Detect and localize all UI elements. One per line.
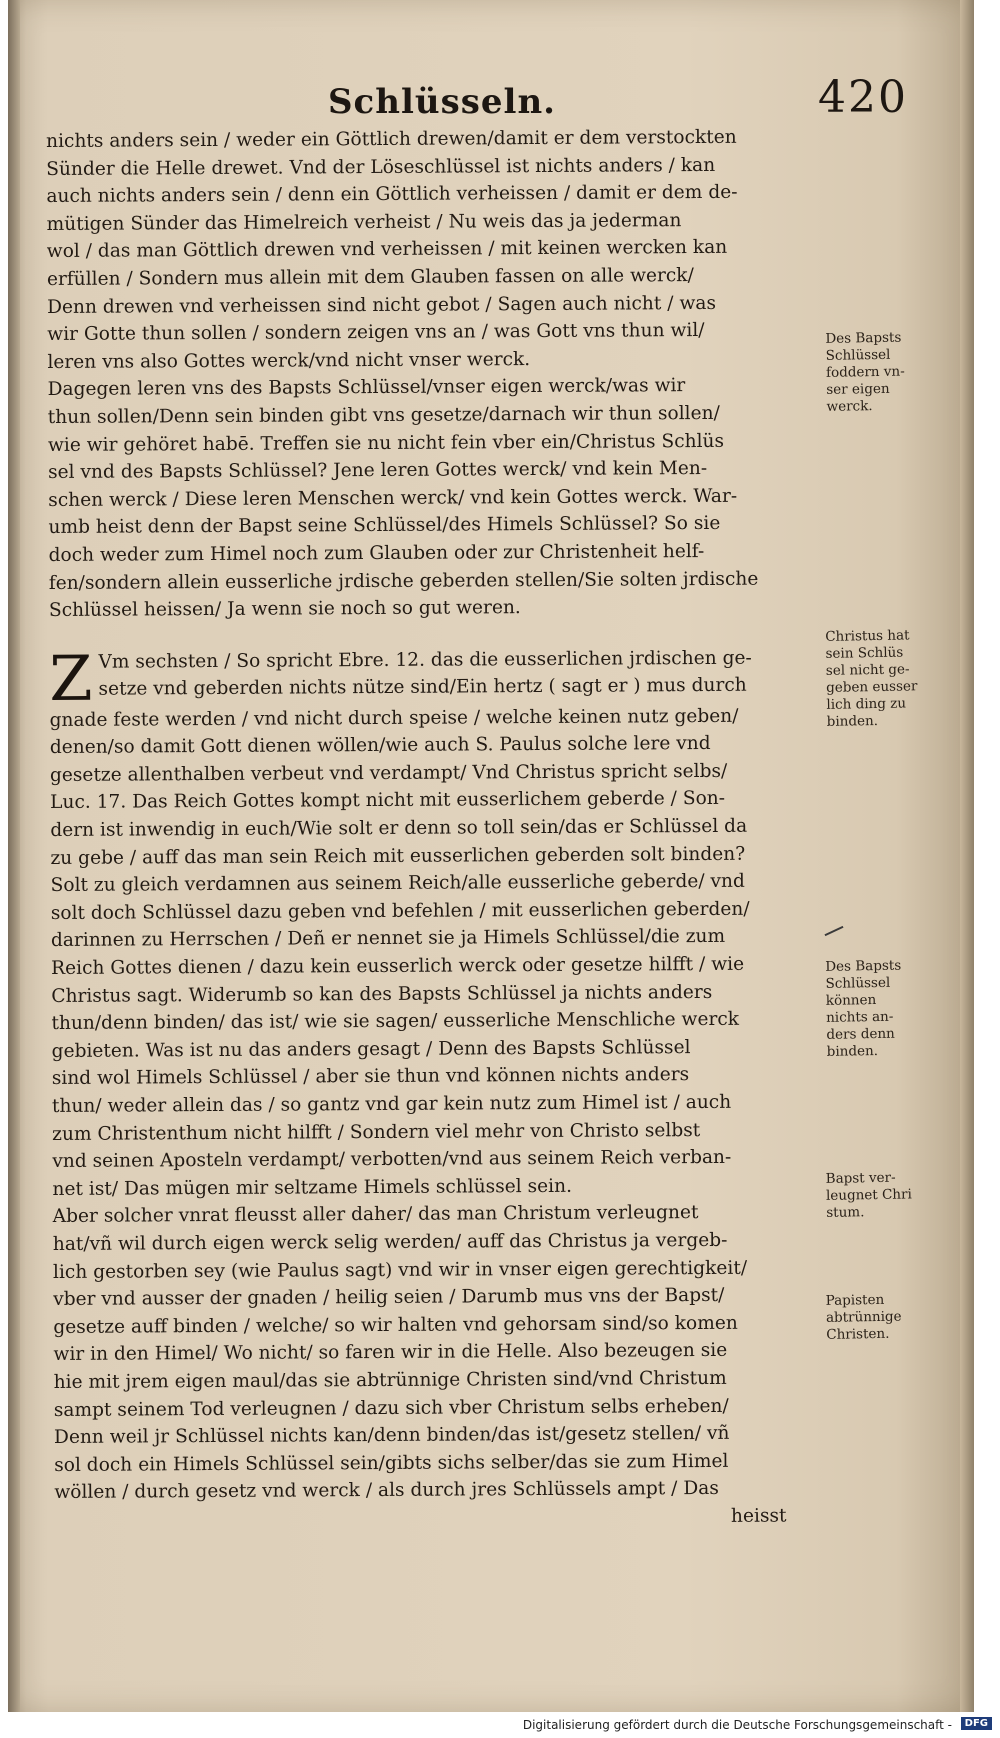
- funding-credit: Digitalisierung gefördert durch die Deutsche Forschungsgemeinschaft -: [522, 1718, 952, 1732]
- text-line: wöllen / durch gesetz vnd werck / als durch jres Schlüssels ampt / Das: [54, 1478, 719, 1504]
- text-line: zum Christenthum nicht hilfft / Sondern viel mehr von Christo selbst: [52, 1119, 701, 1145]
- text-line: Aber solcher vnrat fleusst aller daher/ das man Christum verleugnet: [52, 1202, 699, 1228]
- text-line: wir in den Himel/ Wo nicht/ so faren wir in die Helle. Also bezeugen sie: [53, 1340, 728, 1366]
- pencil-mark: [825, 926, 844, 936]
- gutter-shadow: [8, 0, 20, 1712]
- marginal-note: [826, 1291, 931, 1344]
- text-line: thun sollen/Denn sein binden gibt vns gesetze/darnach wir thun sollen/: [47, 402, 720, 428]
- page-edge: [960, 0, 974, 1712]
- marginal-note-line: Schlüssel: [825, 346, 891, 364]
- text-line: net ist/ Das mügen mir seltzame Himels schlüssel sein.: [52, 1175, 573, 1200]
- marginal-note-line: foddern vn-: [825, 363, 905, 381]
- text-line: fen/sondern allein eusserliche jrdische geberden stellen/Sie solten jrdische: [48, 568, 759, 594]
- marginal-note-line: Christen.: [826, 1325, 890, 1343]
- text-line: Schlüssel heissen/ Ja wenn sie noch so gut weren.: [48, 597, 521, 622]
- marginal-note-line: sein Schlüs: [825, 644, 904, 662]
- marginal-note-line: Christus hat: [825, 627, 910, 645]
- marginal-note-line: leugnet Chri: [825, 1186, 912, 1204]
- marginal-note-line: ser eigen: [826, 380, 890, 398]
- text-line: erfüllen / Sondern mus allein mit dem Glauben fassen on alle werck/: [46, 265, 694, 290]
- text-line: sampt seinem Tod verleugnen / dazu sich vber Christum selbs erheben/: [53, 1395, 729, 1421]
- marginal-note-line: geben eusser: [826, 678, 918, 696]
- marginal-note-line: sel nicht ge-: [825, 661, 910, 679]
- marginal-note-line: Bapst ver-: [825, 1169, 896, 1187]
- text-line: doch weder zum Himel noch zum Glauben oder zur Christenheit helf-: [48, 540, 705, 566]
- text-line: mütigen Sünder das Himelreich verheist / Nu weis das ja jederman: [46, 209, 682, 235]
- text-line: nichts anders sein / weder ein Göttlich drewen/damit er dem verstockten: [46, 126, 737, 152]
- main-text: [46, 123, 827, 1534]
- text-line: darinnen zu Herrschen / Deñ er nennet sie ja Himels Schlüssel/die zum: [50, 926, 726, 952]
- drop-initial: Z: [49, 641, 93, 715]
- marginal-note: [825, 329, 930, 416]
- marginal-note-line: Schlüssel: [825, 974, 891, 992]
- marginal-note-line: Papisten: [825, 1291, 885, 1309]
- text-line: gnade feste werden / vnd nicht durch speise / welche keinen nutz geben/: [49, 705, 739, 731]
- marginal-note-line: können: [825, 992, 877, 1009]
- digitization-footer: [0, 1712, 1000, 1738]
- text-line: wie wir gehöret habē. Treffen sie nu nicht fein vber ein/Christus Schlüs: [47, 430, 725, 456]
- text-line: sol doch ein Himels Schlüssel sein/gibts sichs selber/das sie zum Himel: [54, 1450, 729, 1476]
- text-line: leren vns also Gottes werck/vnd nicht vnser werck.: [47, 348, 531, 373]
- text-line: sel vnd des Bapsts Schlüssel? Jene leren Gottes werck/ vnd kein Men-: [48, 458, 708, 484]
- marginal-note: [825, 627, 931, 731]
- page-number: 420: [818, 72, 908, 123]
- text-line: thun/denn binden/ das ist/ wie sie sagen/ eusserliche Menschliche werck: [51, 1009, 740, 1035]
- text-line: Vm sechsten / So spricht Ebre. 12. das die eusserlichen jrdischen ge-: [98, 647, 752, 673]
- text-line: gebieten. Was ist nu das anders gesagt / Denn des Bapsts Schlüssel: [51, 1036, 691, 1062]
- marginal-note: [826, 1169, 931, 1222]
- text-line: vber vnd ausser der gnaden / heilig seien / Darumb mus vns der Bapst/: [53, 1285, 725, 1311]
- text-line: Denn weil jr Schlüssel nichts kan/denn binden/das ist/gesetz stellen/ vñ: [53, 1422, 730, 1449]
- text-line: Denn drewen vnd verheissen sind nicht gebot / Sagen auch nicht / was: [47, 292, 717, 318]
- marginal-note-line: Des Bapsts: [825, 957, 902, 975]
- text-line: Christus sagt. Widerumb so kan des Bapsts Schlüssel ja nichts anders: [51, 981, 713, 1007]
- marginal-note-line: werck.: [826, 398, 873, 415]
- text-line: Solt zu gleich verdamnen aus seinem Reich/alle eusserliche geberde/ vnd: [50, 870, 745, 897]
- text-line: setze vnd geberden nichts nütze sind/Ein hertz ( sagt er ) mus durch: [98, 675, 747, 700]
- text-line: zu gebe / auff das man sein Reich mit eusserlichen geberden solt binden?: [50, 843, 746, 869]
- text-line: lich gestorben sey (wie Paulus sagt) vnd wir in vnser eigen gerechtigkeit/: [52, 1257, 748, 1283]
- marginal-note-line: ders denn: [826, 1025, 895, 1043]
- paragraph-2: [48, 372, 822, 625]
- marginal-note-line: binden.: [826, 1043, 879, 1060]
- dfg-logo: DFG: [961, 1717, 992, 1730]
- book-page: [8, 0, 974, 1712]
- text-line: solt doch Schlüssel dazu geben vnd befehlen / mit eusserlichen geberden/: [50, 898, 750, 924]
- marginal-note-line: Des Bapsts: [825, 329, 902, 347]
- text-line: denen/so damit Gott dienen wöllen/wie auch S. Paulus solche lere vnd: [49, 733, 711, 759]
- text-line: Sünder die Helle drewet. Vnd der Löseschlüssel ist nichts anders / kan: [46, 154, 716, 180]
- marginal-note-line: abtrünnige: [825, 1308, 902, 1326]
- catchword: heisst: [730, 1505, 787, 1527]
- text-line: hat/vñ wil durch eigen werck selig werden/ auff das Christus ja vergeb-: [52, 1229, 728, 1255]
- text-line: auch nichts anders sein / denn ein Göttlich verheissen / damit er dem de-: [46, 181, 738, 208]
- text-line: dern ist inwendig in euch/Wie solt er denn so toll sein/das er Schlüssel da: [50, 815, 748, 842]
- text-line: Dagegen leren vns des Bapsts Schlüssel/vnser eigen werck/was wir: [47, 375, 686, 401]
- marginal-note-line: nichts an-: [826, 1008, 894, 1026]
- text-line: gesetze auff binden / welche/ so wir halten vnd gehorsam sind/so komen: [53, 1312, 738, 1338]
- marginal-note: [825, 957, 931, 1061]
- text-line: sind wol Himels Schlüssel / aber sie thun vnd können nichts anders: [51, 1064, 690, 1090]
- text-line: vnd seinen Aposteln verdampt/ verbotten/vnd aus seinem Reich verban-: [52, 1147, 732, 1173]
- text-line: hie mit jrem eigen maul/das sie abtrünnige Christen sind/vnd Christum: [53, 1367, 727, 1393]
- text-line: schen werck / Diese leren Menschen werck/ vnd kein Gottes werck. War-: [48, 485, 738, 511]
- text-line: umb heist denn der Bapst seine Schlüssel/des Himels Schlüssel? So sie: [48, 513, 721, 539]
- paragraph-1: [46, 123, 820, 376]
- text-line: Reich Gottes dienen / dazu kein eusserlich werck oder gesetze hilfft / wie: [51, 953, 745, 980]
- text-line: gesetze allenthalben verbeut vnd verdampt/ Vnd Christus spricht selbs/: [49, 760, 728, 786]
- text-line: thun/ weder allein das / so gantz vnd gar kein nutz zum Himel ist / auch: [51, 1091, 732, 1117]
- marginal-note-line: stum.: [826, 1204, 865, 1221]
- text-line: Luc. 17. Das Reich Gottes kompt nicht mit eusserlichem geberde / Son-: [50, 788, 726, 814]
- text-line: wir Gotte thun sollen / sondern zeigen vns an / was Gott vns thun wil/: [47, 320, 705, 346]
- text-line: wol / das man Göttlich drewen vnd verheissen / mit keinen wercken kan: [46, 237, 728, 263]
- paragraph-4: [53, 1199, 827, 1507]
- running-title: Schlüsseln.: [328, 82, 556, 122]
- marginal-note-line: binden.: [826, 713, 879, 730]
- marginal-note-line: lich ding zu: [826, 695, 907, 713]
- paragraph-3: [49, 641, 824, 1203]
